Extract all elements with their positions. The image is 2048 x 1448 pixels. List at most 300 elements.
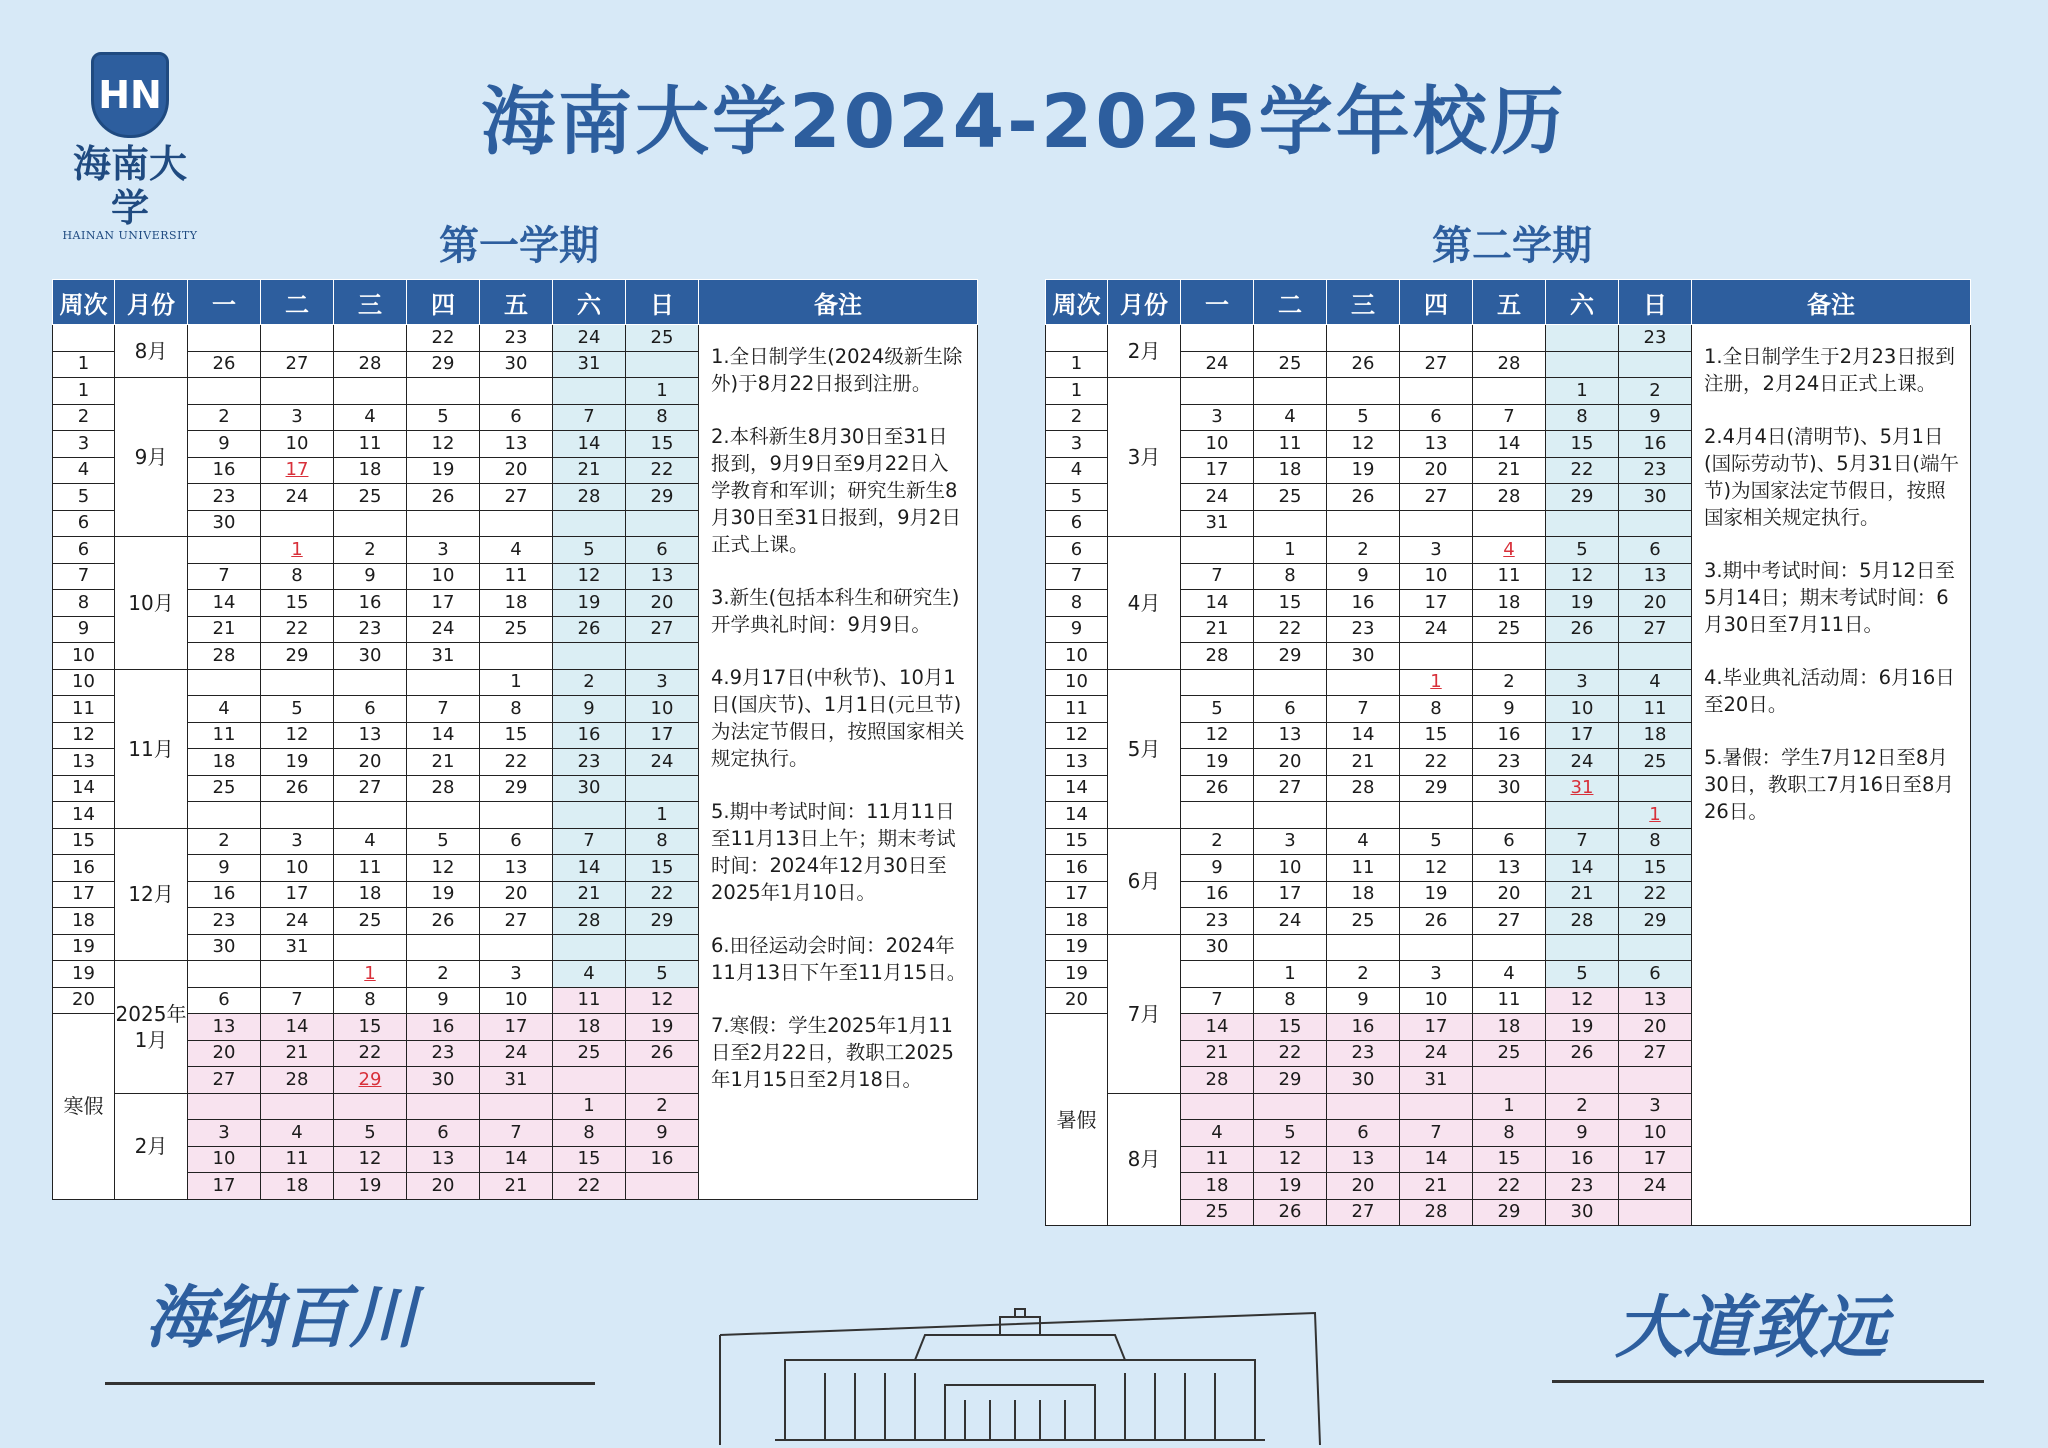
day-cell: 2 [1181, 828, 1254, 855]
day-cell: 19 [553, 590, 626, 617]
column-header: 六 [1546, 280, 1619, 325]
week-number: 5 [53, 484, 115, 511]
day-cell: 22 [626, 881, 699, 908]
day-cell: 22 [553, 1173, 626, 1200]
day-cell [1400, 934, 1473, 961]
day-cell: 5 [334, 1120, 407, 1147]
month-label: 10月 [115, 537, 188, 670]
column-header: 周次 [53, 280, 115, 325]
day-cell: 19 [1400, 881, 1473, 908]
day-cell: 26 [1181, 775, 1254, 802]
day-cell: 1 [1546, 378, 1619, 405]
day-cell: 15 [261, 590, 334, 617]
week-number: 14 [1046, 802, 1108, 829]
day-cell: 30 [1619, 484, 1692, 511]
week-number: 13 [1046, 749, 1108, 776]
day-cell [1327, 325, 1400, 352]
day-cell: 8 [1473, 1120, 1546, 1147]
day-cell: 9 [188, 855, 261, 882]
week-number: 19 [1046, 961, 1108, 988]
week-number: 9 [1046, 616, 1108, 643]
day-cell: 27 [261, 351, 334, 378]
day-cell: 21 [1181, 1040, 1254, 1067]
day-cell: 7 [480, 1120, 553, 1147]
day-cell: 24 [1619, 1173, 1692, 1200]
day-cell: 30 [334, 643, 407, 670]
day-cell: 27 [1400, 484, 1473, 511]
week-number: 10 [1046, 669, 1108, 696]
day-cell [553, 643, 626, 670]
column-header: 一 [188, 280, 261, 325]
day-cell: 4 [334, 828, 407, 855]
remark-item: 3.新生(包括本科生和研究生)开学典礼时间：9月9日。 [711, 586, 960, 636]
week-number: 10 [53, 669, 115, 696]
day-cell: 26 [626, 1040, 699, 1067]
day-cell: 29 [480, 775, 553, 802]
day-cell: 8 [626, 404, 699, 431]
day-cell [1546, 643, 1619, 670]
week-number: 14 [53, 802, 115, 829]
day-cell [1254, 325, 1327, 352]
day-cell: 24 [553, 325, 626, 352]
day-cell: 28 [334, 351, 407, 378]
day-cell: 6 [1254, 696, 1327, 723]
day-cell [1619, 934, 1692, 961]
day-cell: 2 [1473, 669, 1546, 696]
day-cell: 15 [1254, 590, 1327, 617]
day-cell: 13 [188, 1014, 261, 1041]
week-number: 13 [53, 749, 115, 776]
day-cell: 13 [1327, 1146, 1400, 1173]
day-cell: 14 [1473, 431, 1546, 458]
day-cell: 25 [1473, 616, 1546, 643]
day-cell: 20 [626, 590, 699, 617]
week-number: 2 [53, 404, 115, 431]
day-cell: 30 [1181, 934, 1254, 961]
campus-building-drawing [715, 1305, 1325, 1445]
remark-item: 2.4月4日(清明节)、5月1日(国际劳动节)、5月31日(端午节)为国家法定节假日，按照国家相关规定执行。 [1704, 425, 1960, 529]
day-cell [553, 802, 626, 829]
day-cell: 18 [553, 1014, 626, 1041]
day-cell: 24 [261, 484, 334, 511]
day-cell: 23 [480, 325, 553, 352]
day-cell: 12 [626, 987, 699, 1014]
month-label: 11月 [115, 669, 188, 828]
day-cell: 13 [480, 855, 553, 882]
column-header: 二 [261, 280, 334, 325]
day-cell: 21 [553, 881, 626, 908]
day-cell: 3 [1546, 669, 1619, 696]
day-cell [1400, 643, 1473, 670]
week-number: 16 [1046, 855, 1108, 882]
month-label: 2025年1月 [115, 961, 188, 1094]
day-cell [1619, 643, 1692, 670]
day-cell: 26 [261, 775, 334, 802]
day-cell: 12 [407, 855, 480, 882]
day-cell: 10 [261, 431, 334, 458]
day-cell [188, 802, 261, 829]
day-cell: 23 [1619, 457, 1692, 484]
day-cell: 1 [334, 961, 407, 988]
day-cell: 17 [1181, 457, 1254, 484]
day-cell [1400, 510, 1473, 537]
day-cell: 5 [1181, 696, 1254, 723]
day-cell: 7 [553, 404, 626, 431]
day-cell: 26 [407, 908, 480, 935]
day-cell: 20 [1254, 749, 1327, 776]
day-cell: 18 [334, 881, 407, 908]
day-cell: 31 [480, 1067, 553, 1094]
day-cell [1546, 1067, 1619, 1094]
remark-item: 4.毕业典礼活动周：6月16日至20日。 [1704, 666, 1955, 716]
day-cell: 17 [1400, 1014, 1473, 1041]
day-cell: 2 [626, 1093, 699, 1120]
day-cell [1181, 537, 1254, 564]
day-cell: 3 [626, 669, 699, 696]
week-number: 1 [53, 378, 115, 405]
day-cell: 11 [188, 722, 261, 749]
day-cell [407, 1093, 480, 1120]
day-cell: 15 [553, 1146, 626, 1173]
day-cell: 29 [1619, 908, 1692, 935]
day-cell: 5 [553, 537, 626, 564]
day-cell: 24 [1400, 616, 1473, 643]
month-label: 6月 [1108, 828, 1181, 934]
day-cell [626, 934, 699, 961]
day-cell [1546, 934, 1619, 961]
day-cell [188, 537, 261, 564]
week-number [1046, 325, 1108, 352]
week-number: 18 [1046, 908, 1108, 935]
remarks-panel [1692, 325, 1971, 1226]
day-cell: 12 [553, 563, 626, 590]
day-cell: 21 [407, 749, 480, 776]
day-cell: 27 [1254, 775, 1327, 802]
day-cell: 6 [407, 1120, 480, 1147]
day-cell: 17 [626, 722, 699, 749]
day-cell: 27 [1400, 351, 1473, 378]
day-cell: 23 [334, 616, 407, 643]
column-header: 六 [553, 280, 626, 325]
day-cell: 5 [1327, 404, 1400, 431]
day-cell: 9 [626, 1120, 699, 1147]
day-cell: 25 [480, 616, 553, 643]
week-number: 17 [53, 881, 115, 908]
day-cell: 11 [1473, 987, 1546, 1014]
day-cell [188, 1093, 261, 1120]
day-cell: 13 [1619, 987, 1692, 1014]
day-cell [261, 325, 334, 352]
day-cell: 2 [553, 669, 626, 696]
remark-item: 3.期中考试时间：5月12日至5月14日；期末考试时间：6月30日至7月11日。 [1704, 559, 1955, 636]
remark-item: 1.全日制学生于2月23日报到注册，2月24日正式上课。 [1704, 345, 1955, 395]
day-cell: 19 [1327, 457, 1400, 484]
day-cell: 4 [1254, 404, 1327, 431]
day-cell: 17 [480, 1014, 553, 1041]
day-cell: 10 [1181, 431, 1254, 458]
day-cell: 16 [1473, 722, 1546, 749]
week-number: 1 [1046, 351, 1108, 378]
column-header: 四 [407, 280, 480, 325]
day-cell: 9 [1619, 404, 1692, 431]
day-cell: 22 [480, 749, 553, 776]
day-cell [1619, 775, 1692, 802]
day-cell: 6 [1327, 1120, 1400, 1147]
day-cell: 7 [407, 696, 480, 723]
day-cell: 27 [1619, 1040, 1692, 1067]
day-cell [1181, 378, 1254, 405]
day-cell: 22 [407, 325, 480, 352]
day-cell: 19 [1254, 1173, 1327, 1200]
day-cell [1254, 378, 1327, 405]
day-cell: 24 [1181, 351, 1254, 378]
day-cell: 4 [1181, 1120, 1254, 1147]
day-cell: 8 [480, 696, 553, 723]
day-cell: 29 [626, 908, 699, 935]
week-number: 5 [1046, 484, 1108, 511]
day-cell [1473, 802, 1546, 829]
day-cell: 22 [1546, 457, 1619, 484]
day-cell: 25 [1473, 1040, 1546, 1067]
day-cell: 1 [480, 669, 553, 696]
day-cell: 13 [1400, 431, 1473, 458]
day-cell [261, 961, 334, 988]
day-cell: 28 [553, 908, 626, 935]
day-cell [1546, 510, 1619, 537]
column-header: 三 [1327, 280, 1400, 325]
day-cell: 18 [480, 590, 553, 617]
day-cell: 1 [626, 378, 699, 405]
day-cell: 6 [1619, 537, 1692, 564]
day-cell [1254, 510, 1327, 537]
day-cell: 21 [553, 457, 626, 484]
day-cell [553, 934, 626, 961]
day-cell [261, 669, 334, 696]
day-cell: 8 [1400, 696, 1473, 723]
remark-item: 6.田径运动会时间：2024年11月13日下午至11月15日。 [711, 934, 967, 984]
day-cell [1619, 1067, 1692, 1094]
day-cell: 10 [1254, 855, 1327, 882]
day-cell [480, 378, 553, 405]
calendar-row [1046, 325, 1971, 352]
day-cell: 23 [1327, 616, 1400, 643]
day-cell: 27 [188, 1067, 261, 1094]
day-cell: 24 [626, 749, 699, 776]
day-cell: 13 [1254, 722, 1327, 749]
day-cell: 29 [407, 351, 480, 378]
vacation-label: 寒假 [53, 1014, 115, 1200]
day-cell: 24 [480, 1040, 553, 1067]
day-cell: 19 [1546, 590, 1619, 617]
day-cell: 18 [334, 457, 407, 484]
semester1-calendar [52, 279, 978, 1200]
day-cell: 6 [1619, 961, 1692, 988]
day-cell: 10 [261, 855, 334, 882]
day-cell [261, 802, 334, 829]
day-cell: 21 [261, 1040, 334, 1067]
day-cell [407, 802, 480, 829]
day-cell [1181, 325, 1254, 352]
day-cell: 14 [480, 1146, 553, 1173]
day-cell: 25 [188, 775, 261, 802]
day-cell: 28 [261, 1067, 334, 1094]
week-number: 12 [53, 722, 115, 749]
day-cell: 9 [1181, 855, 1254, 882]
day-cell [334, 934, 407, 961]
day-cell: 22 [626, 457, 699, 484]
day-cell: 1 [1400, 669, 1473, 696]
day-cell: 16 [553, 722, 626, 749]
remark-item: 4.9月17日(中秋节)、10月1日(国庆节)、1月1日(元旦节)为法定节假日，按照国家相关规定执行。 [711, 666, 965, 770]
day-cell: 12 [1254, 1146, 1327, 1173]
day-cell [334, 325, 407, 352]
day-cell [1400, 325, 1473, 352]
column-header: 备注 [1692, 280, 1971, 325]
day-cell: 4 [553, 961, 626, 988]
day-cell: 31 [1400, 1067, 1473, 1094]
month-label: 2月 [1108, 325, 1181, 378]
day-cell [1327, 1093, 1400, 1120]
day-cell: 12 [1181, 722, 1254, 749]
remark-item: 1.全日制学生(2024级新生除外)于8月22日报到注册。 [711, 345, 963, 395]
day-cell: 10 [1400, 987, 1473, 1014]
day-cell: 4 [1473, 961, 1546, 988]
day-cell: 7 [1400, 1120, 1473, 1147]
day-cell: 4 [480, 537, 553, 564]
day-cell: 3 [1400, 961, 1473, 988]
day-cell: 2 [188, 828, 261, 855]
day-cell: 1 [1473, 1093, 1546, 1120]
day-cell: 12 [1546, 987, 1619, 1014]
logo-name: 海南大学 [72, 141, 187, 230]
day-cell: 27 [1473, 908, 1546, 935]
semester2-table [1045, 279, 1971, 1226]
day-cell [626, 510, 699, 537]
column-header: 一 [1181, 280, 1254, 325]
week-number: 14 [53, 775, 115, 802]
day-cell: 21 [1181, 616, 1254, 643]
day-cell: 16 [626, 1146, 699, 1173]
day-cell: 9 [1546, 1120, 1619, 1147]
day-cell: 26 [1327, 351, 1400, 378]
day-cell: 6 [1473, 828, 1546, 855]
week-number: 19 [1046, 934, 1108, 961]
day-cell: 20 [1619, 590, 1692, 617]
day-cell: 7 [1546, 828, 1619, 855]
day-cell: 14 [1546, 855, 1619, 882]
day-cell: 18 [1473, 1014, 1546, 1041]
day-cell: 11 [334, 431, 407, 458]
day-cell [1619, 510, 1692, 537]
day-cell [188, 325, 261, 352]
semester2-title: 第二学期 [1432, 223, 1592, 269]
column-header: 备注 [699, 280, 978, 325]
day-cell: 13 [626, 563, 699, 590]
day-cell: 15 [334, 1014, 407, 1041]
day-cell [626, 1173, 699, 1200]
day-cell: 8 [1546, 404, 1619, 431]
day-cell: 3 [407, 537, 480, 564]
day-cell: 12 [1400, 855, 1473, 882]
day-cell: 14 [188, 590, 261, 617]
day-cell: 28 [1327, 775, 1400, 802]
day-cell: 5 [1546, 537, 1619, 564]
day-cell [1327, 510, 1400, 537]
day-cell: 1 [261, 537, 334, 564]
day-cell [480, 802, 553, 829]
day-cell: 16 [407, 1014, 480, 1041]
day-cell: 1 [1619, 802, 1692, 829]
day-cell: 19 [626, 1014, 699, 1041]
day-cell: 23 [188, 908, 261, 935]
day-cell: 11 [261, 1146, 334, 1173]
day-cell [1473, 934, 1546, 961]
remark-item: 5.暑假：学生7月12日至8月30日，教职工7月16日至8月26日。 [1704, 746, 1954, 823]
day-cell [1473, 325, 1546, 352]
day-cell: 29 [261, 643, 334, 670]
day-cell: 11 [1327, 855, 1400, 882]
month-label: 5月 [1108, 669, 1181, 828]
day-cell: 7 [1327, 696, 1400, 723]
day-cell: 29 [1254, 643, 1327, 670]
day-cell: 28 [188, 643, 261, 670]
day-cell: 7 [1181, 987, 1254, 1014]
day-cell: 29 [1473, 1199, 1546, 1226]
day-cell: 23 [1181, 908, 1254, 935]
day-cell [1546, 351, 1619, 378]
day-cell: 14 [407, 722, 480, 749]
day-cell: 4 [1473, 537, 1546, 564]
day-cell [1327, 378, 1400, 405]
day-cell: 9 [334, 563, 407, 590]
column-header: 三 [334, 280, 407, 325]
week-number: 10 [1046, 643, 1108, 670]
day-cell [1400, 1093, 1473, 1120]
day-cell: 23 [1327, 1040, 1400, 1067]
day-cell: 15 [1619, 855, 1692, 882]
day-cell: 2 [334, 537, 407, 564]
day-cell [1619, 1199, 1692, 1226]
day-cell: 21 [1546, 881, 1619, 908]
day-cell: 15 [1254, 1014, 1327, 1041]
day-cell: 25 [1327, 908, 1400, 935]
day-cell [553, 1067, 626, 1094]
day-cell [1254, 934, 1327, 961]
day-cell: 2 [407, 961, 480, 988]
day-cell: 7 [1473, 404, 1546, 431]
month-label: 12月 [115, 828, 188, 961]
week-number: 2 [1046, 404, 1108, 431]
logo-shield-icon: HN [91, 52, 169, 138]
day-cell: 30 [1546, 1199, 1619, 1226]
semester2-calendar [1045, 279, 1971, 1226]
day-cell: 1 [1254, 537, 1327, 564]
month-label: 9月 [115, 378, 188, 537]
day-cell: 29 [1400, 775, 1473, 802]
day-cell: 22 [1473, 1173, 1546, 1200]
day-cell: 14 [553, 855, 626, 882]
day-cell: 11 [553, 987, 626, 1014]
day-cell: 20 [480, 881, 553, 908]
semester1-table [52, 279, 978, 1200]
day-cell [407, 934, 480, 961]
day-cell: 21 [1473, 457, 1546, 484]
day-cell: 16 [1327, 1014, 1400, 1041]
month-label: 7月 [1108, 934, 1181, 1093]
day-cell: 14 [1327, 722, 1400, 749]
day-cell [188, 378, 261, 405]
day-cell: 16 [1619, 431, 1692, 458]
